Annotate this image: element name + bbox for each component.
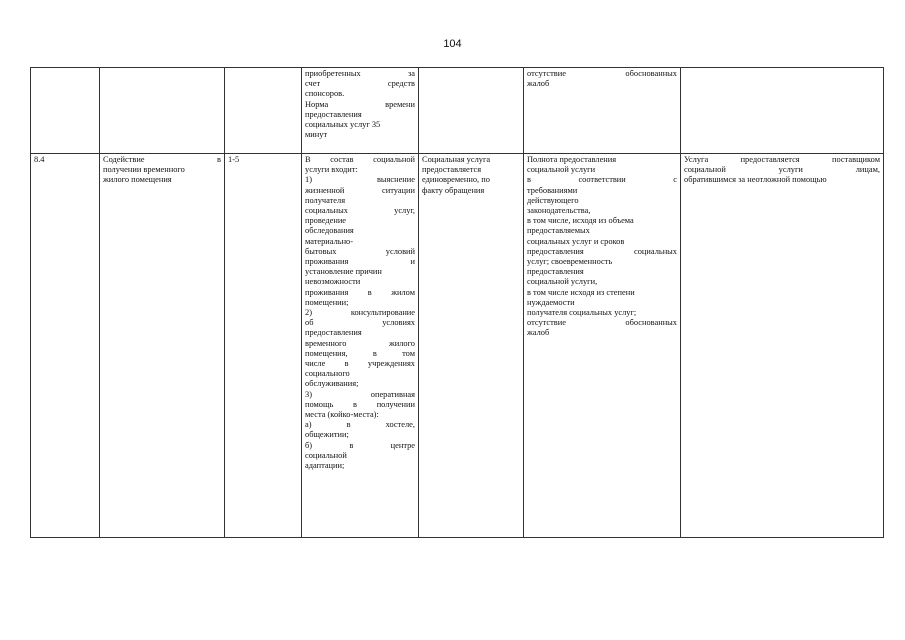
content-line: предоставления [305,328,362,338]
content-line: услуги входит: [305,165,358,175]
cell-name [100,154,225,538]
quality-line: действующего [527,195,579,205]
name-line: получении временного [103,165,185,175]
content-line: проживания в жилом [305,287,415,297]
condition-line: единовременно, по [422,175,490,185]
content-line: б) в центре [305,440,415,450]
content-line: а) в хостеле, [305,420,415,430]
content-line: помещения, в том [305,348,415,358]
cell-name [100,68,225,154]
content-line: получателя [305,195,346,205]
quality-line: социальных услуг и сроков [527,236,625,246]
content-line: социальных услуг, [305,206,415,216]
content-line: социального [305,369,350,379]
content-line: приобретенных за [305,69,415,78]
content-line: об условиях [305,318,415,328]
service-number: 8.4 [34,155,45,164]
content-line: счет средств [305,79,415,89]
content-line: социальных услуг 35 [305,120,381,130]
content-line: помещении; [305,297,349,307]
page-number: 104 [443,38,462,50]
quality-line: в том числе исходя из степени [527,287,635,297]
table-row [31,154,884,538]
content-line: адаптации; [305,461,345,471]
content-line: предоставления [305,109,362,119]
content-line: проведение [305,216,347,226]
cell-condition [419,154,524,538]
content-line: невозможности [305,277,361,287]
content-line: проживания и [305,257,415,267]
cell-term [225,68,302,154]
cell-content [302,154,419,538]
content-line: жизненной ситуации [305,185,415,195]
service-term: 1-5 [228,155,240,164]
quality-line: услуг; своевременность [527,257,613,267]
cell-condition [419,68,524,154]
content-line: временного жилого [305,338,415,348]
content-line: помощь в получении [305,399,415,409]
cell-num [31,68,100,154]
quality-line: предоставления [527,267,584,277]
content-line: В состав социальной [305,155,415,164]
quality-line: в соответствии с [527,175,677,185]
content-line: минут [305,130,328,140]
cell-quality [524,154,681,538]
quality-line: жалоб [527,79,550,89]
content-line: установление причин [305,267,382,277]
cell-note [681,68,884,154]
cell-num [31,154,100,538]
quality-line: предоставления социальных [527,246,677,256]
name-line: жилого помещения [103,175,172,185]
note-line: социальной услуги лицам, [684,165,880,175]
note-line: Услуга предоставляется поставщиком [684,155,880,164]
condition-line: предоставляется [422,165,482,175]
quality-line: отсутствие обоснованных [527,318,677,328]
content-line: обследования [305,226,354,236]
content-line: места (койко-места): [305,410,379,420]
services-table [30,67,884,538]
condition-line: Социальная услуга [422,155,491,164]
content-line: обслуживания; [305,379,359,389]
quality-line: требованиями [527,185,578,195]
quality-line: социальной услуги [527,165,596,175]
content-line: Норма времени [305,99,415,109]
cell-note [681,154,884,538]
quality-line: Полнота предоставления [527,155,617,164]
content-line: бытовых условий [305,246,415,256]
quality-line: отсутствие обоснованных [527,69,677,78]
content-line: спонсоров. [305,89,345,99]
cell-quality [524,68,681,154]
quality-line: нуждаемости [527,297,575,307]
quality-line: получателя социальных услуг; [527,308,637,318]
quality-line: предоставляемых [527,226,590,236]
condition-line: факту обращения [422,185,485,195]
content-line: материально- [305,236,354,246]
content-line: 1) выяснение [305,175,415,185]
content-line: общежитии; [305,430,349,440]
quality-line: жалоб [527,328,550,338]
cell-term [225,154,302,538]
content-line: 3) оперативная [305,389,415,399]
content-line: социальной [305,450,347,460]
content-line: 2) консультирование [305,308,415,318]
table-row [31,68,884,154]
content-line: числе в учреждениях [305,359,415,369]
quality-line: в том числе, исходя из объема [527,216,634,226]
name-line: Содействие в [103,155,221,164]
cell-content [302,68,419,154]
quality-line: социальной услуги, [527,277,598,287]
quality-line: законодательства, [527,206,591,216]
note-line: обратившимся за неотложной помощью [684,175,827,185]
